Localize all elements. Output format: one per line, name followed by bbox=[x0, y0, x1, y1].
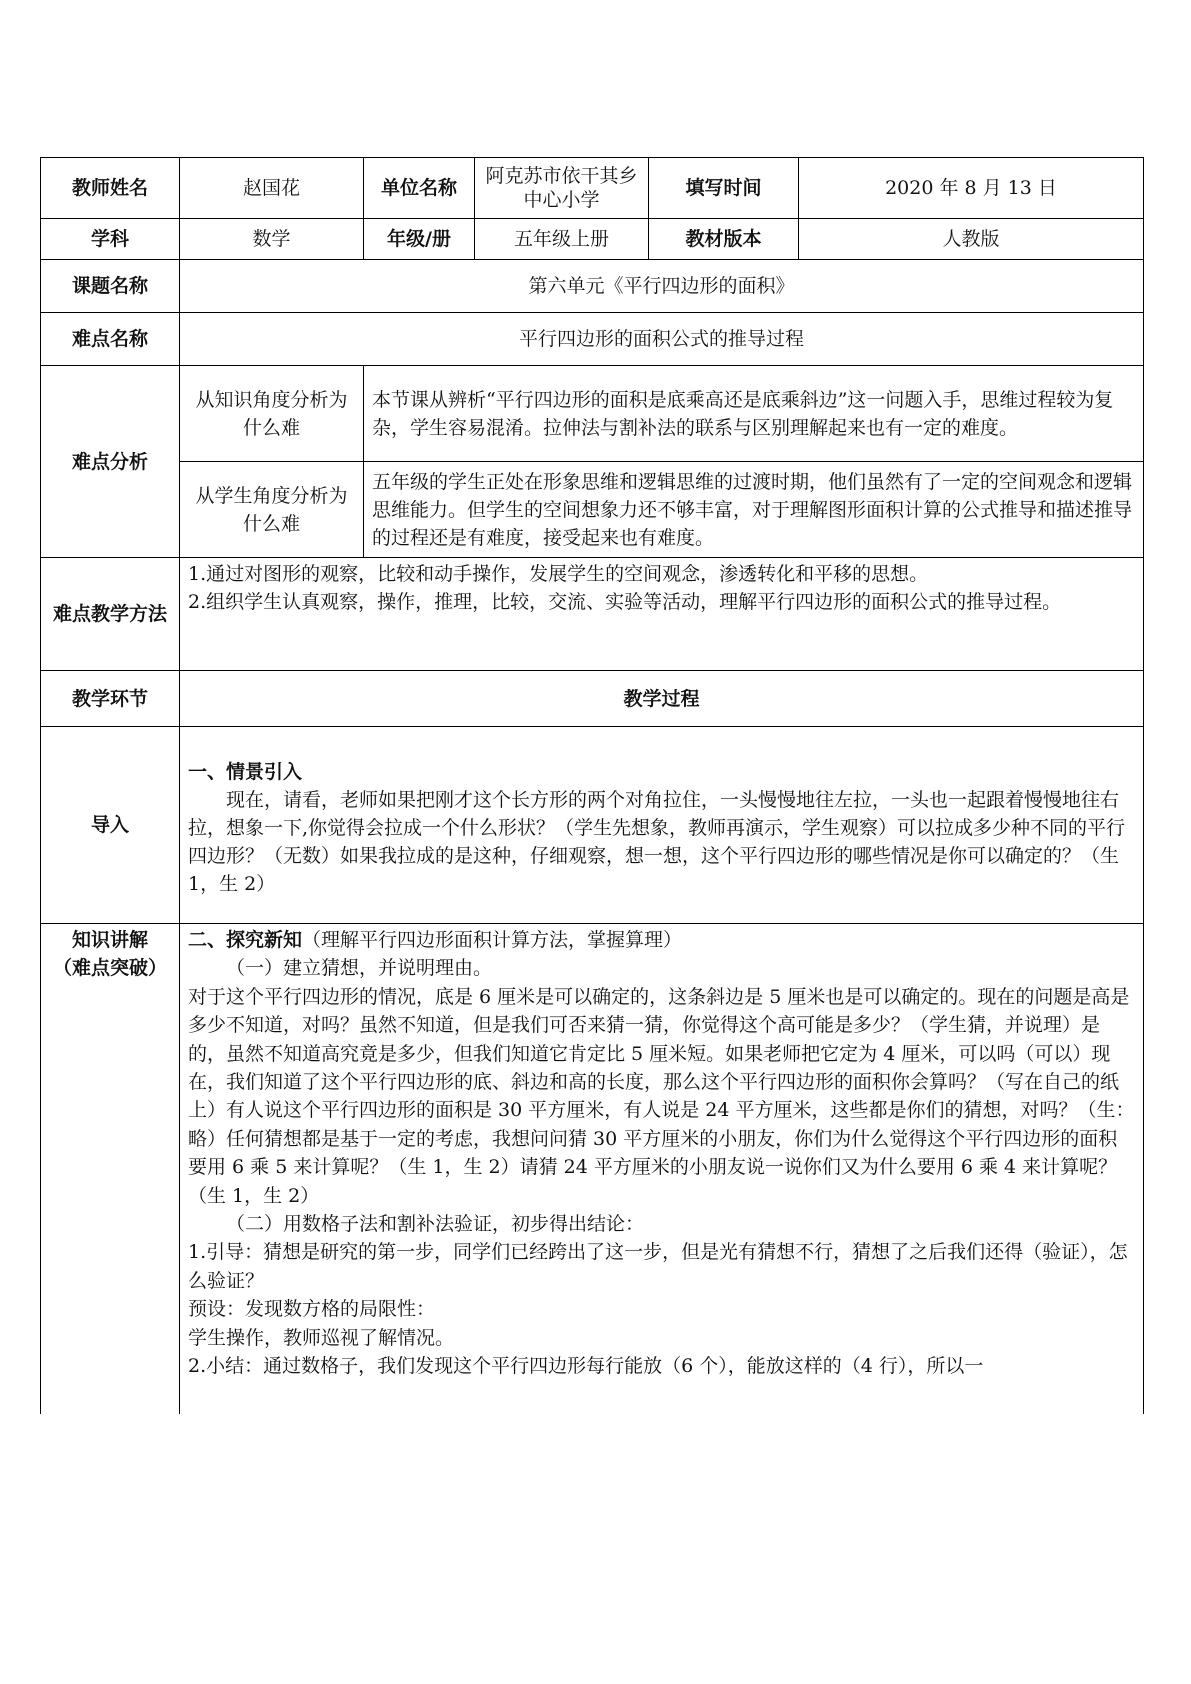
teacher-name-value: 赵国花 bbox=[180, 158, 364, 219]
process-header-row bbox=[41, 671, 1144, 727]
analysis-row-student bbox=[41, 462, 1144, 558]
knowledge-label-line-2: （难点突破） bbox=[52, 957, 167, 979]
difficulty-label: 难点名称 bbox=[41, 313, 180, 366]
method-item-1: 1.通过对图形的观察，比较和动手操作，发展学生的空间观念，渗透转化和平移的思想。 bbox=[188, 563, 929, 585]
knowledge-para-1: 对于这个平行四边形的情况，底是 6 厘米是可以确定的，这条斜边是 5 厘米也是可以确定的。现在的问题是高是多少不知道，对吗？虽然不知道，但是我们可否来猜一猜，你觉得这个高可能是多少？（学生猜，并说理）是的，虽然不知道高究竟是多少，但我们知道它肯定比 5 厘米短。如果老师把它定为 4 厘米，可以吗（可以）现在，我们知道了这个平行四边形的底、斜边和高的长度，那么这个平行四边形的面积你会算吗？（写在自己的纸上）有人说这个平行四边形的面积是 30 平方厘米，有人说是 24 平方厘米，这些都是你们的猜想，对吗？（生：略）任何猜想都是基于一定的考虑，我想问问猜 30 平方厘米的小朋友，你们为什么觉得这个平行四边形的面积要用 6 乘 5 来计算呢？（生 1，生 2）请猜 24 平方厘米的小朋友说一说你们又为什么要用 6 乘 4 来计算呢？（生 1，生 2） bbox=[188, 985, 1135, 1207]
fill-date-label: 填写时间 bbox=[649, 158, 799, 219]
header-row-2 bbox=[41, 219, 1144, 260]
knowledge-row bbox=[41, 924, 1144, 1414]
teacher-name-label: 教师姓名 bbox=[41, 158, 180, 219]
method-item-2: 2.组织学生认真观察，操作，推理，比较，交流、实验等活动，理解平行四边形的面积公式的推导过程。 bbox=[188, 591, 1062, 613]
intro-row bbox=[41, 727, 1144, 924]
difficulty-value: 平行四边形的面积公式的推导过程 bbox=[180, 313, 1144, 366]
lesson-plan-page bbox=[40, 157, 1143, 1414]
topic-value: 第六单元《平行四边形的面积》 bbox=[180, 260, 1144, 313]
topic-row bbox=[41, 260, 1144, 313]
subject-value: 数学 bbox=[180, 219, 364, 260]
knowledge-para-5: 2.小结：通过数格子，我们发现这个平行四边形每行能放（6 个），能放这样的（4 行），所以一 bbox=[188, 1355, 984, 1378]
unit-name-label: 单位名称 bbox=[364, 158, 475, 219]
student-angle-label: 从学生角度分析为什么难 bbox=[180, 462, 364, 558]
knowledge-sub-1: （一）建立猜想，并说明理由。 bbox=[226, 957, 493, 980]
student-angle-text: 五年级的学生正处在形象思维和逻辑思维的过渡时期，他们虽然有了一定的空间观念和逻辑思维能力。但学生的空间想象力还不够丰富，对于理解图形面积计算的公式推导和描述推导的过程还是有难度，接受起来也有难度。 bbox=[364, 462, 1144, 558]
method-row bbox=[41, 558, 1144, 671]
intro-content bbox=[180, 727, 1144, 924]
knowledge-heading-bold: 二、探究新知 bbox=[188, 929, 303, 951]
process-title: 教学过程 bbox=[180, 671, 1144, 727]
fill-date-value: 2020 年 8 月 13 日 bbox=[799, 158, 1144, 219]
topic-label: 课题名称 bbox=[41, 260, 180, 313]
header-row-1 bbox=[41, 158, 1144, 219]
intro-heading: 一、情景引入 bbox=[188, 761, 303, 783]
knowledge-label bbox=[41, 924, 180, 1414]
analysis-row-knowledge bbox=[41, 366, 1144, 462]
difficulty-row bbox=[41, 313, 1144, 366]
grade-label: 年级/册 bbox=[364, 219, 475, 260]
method-label: 难点教学方法 bbox=[41, 558, 180, 671]
knowledge-sub-2: （二）用数格子法和割补法验证，初步得出结论： bbox=[226, 1213, 645, 1236]
knowledge-angle-label: 从知识角度分析为什么难 bbox=[180, 366, 364, 462]
knowledge-content bbox=[180, 924, 1144, 1414]
knowledge-heading bbox=[188, 926, 1135, 954]
knowledge-heading-rest: （理解平行四边形面积计算方法，掌握算理） bbox=[302, 929, 683, 951]
edition-label: 教材版本 bbox=[649, 219, 799, 260]
knowledge-para-3: 预设：发现数方格的局限性： bbox=[188, 1298, 436, 1321]
intro-label: 导入 bbox=[41, 727, 180, 924]
knowledge-label-line-1: 知识讲解 bbox=[71, 929, 148, 951]
unit-name-value: 阿克苏市依干其乡中心小学 bbox=[475, 158, 649, 219]
process-label: 教学环节 bbox=[41, 671, 180, 727]
knowledge-angle-text: 本节课从辨析“平行四边形的面积是底乘高还是底乘斜边”这一问题入手，思维过程较为复杂，学生容易混淆。拉伸法与割补法的联系与区别理解起来也有一定的难度。 bbox=[364, 366, 1144, 462]
analysis-label: 难点分析 bbox=[41, 366, 180, 558]
method-content bbox=[180, 558, 1144, 671]
intro-text: 现在，请看，老师如果把刚才这个长方形的两个对角拉住，一头慢慢地往左拉，一头也一起跟着慢慢地往右拉，想象一下,你觉得会拉成一个什么形状？（学生先想象，教师再演示，学生观察）可以拉成多少种不同的平行四边形？（无数）如果我拉成的是这种，仔细观察，想一想，这个平行四边形的哪些情况是你可以确定的？（生 1，生 2） bbox=[188, 789, 1126, 895]
grade-value: 五年级上册 bbox=[475, 219, 649, 260]
knowledge-para-2: 1.引导：猜想是研究的第一步，同学们已经跨出了这一步，但是光有猜想不行，猜想了之后我们还得（验证），怎么验证？ bbox=[188, 1241, 1128, 1292]
lesson-plan-table bbox=[40, 157, 1144, 1414]
subject-label: 学科 bbox=[41, 219, 180, 260]
knowledge-para-4: 学生操作，教师巡视了解情况。 bbox=[188, 1326, 455, 1349]
edition-value: 人教版 bbox=[799, 219, 1144, 260]
